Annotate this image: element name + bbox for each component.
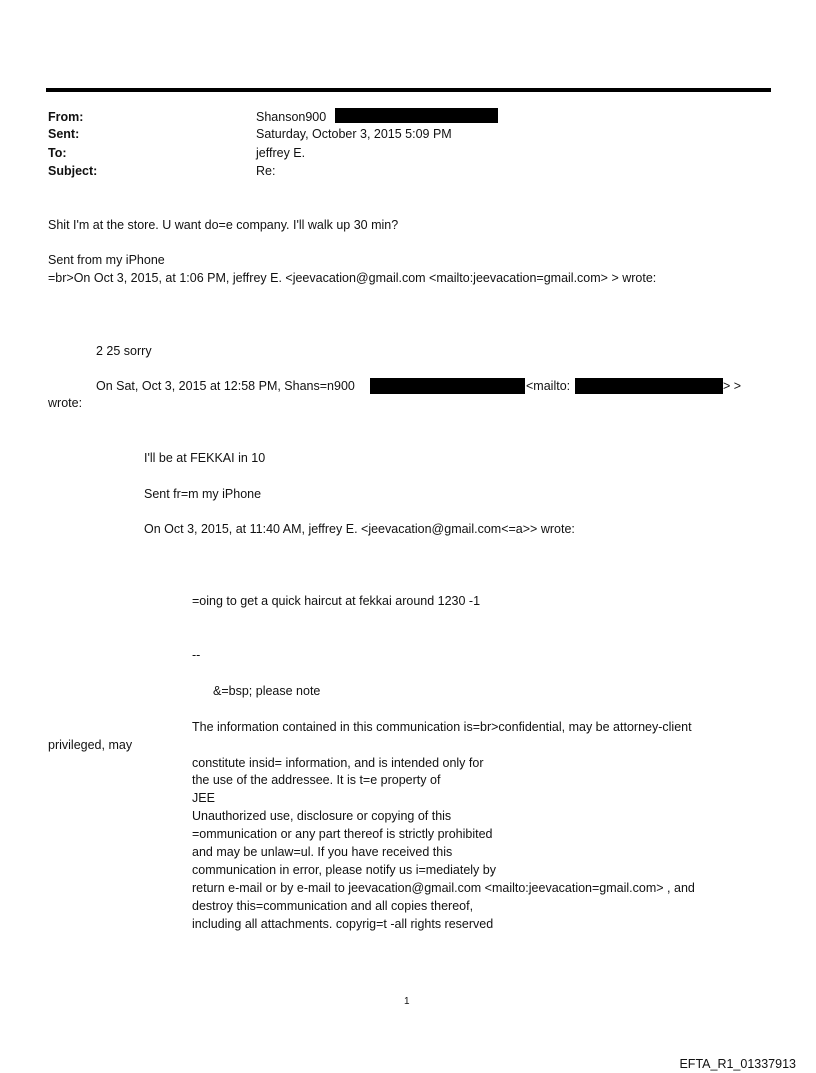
disclaimer-7: =ommunication or any part thereof is strictly prohibited xyxy=(192,827,493,841)
quote-5: On Oct 3, 2015, at 11:40 AM, jeffrey E. <jeevacation@gmail.com<=a>> wrote: xyxy=(144,522,575,536)
quote-8: &=bsp; please note xyxy=(213,684,321,698)
to-value: jeffrey E. xyxy=(256,146,306,160)
quote-6: =oing to get a quick haircut at fekkai around 1230 -1 xyxy=(192,594,481,608)
disclaimer-4: the use of the addressee. It is t=e property of xyxy=(192,773,441,787)
redaction-email-1 xyxy=(370,378,525,394)
from-label: From: xyxy=(48,110,84,124)
bates-number: EFTA_R1_01337913 xyxy=(679,1057,796,1071)
quote-4: Sent fr=m my iPhone xyxy=(144,487,262,501)
to-label: To: xyxy=(48,146,67,160)
disclaimer-12: including all attachments. copyrig=t -all rights reserved xyxy=(192,917,494,931)
quote-7: -- xyxy=(192,648,201,662)
quote-2b: <mailto: xyxy=(526,379,571,393)
disclaimer-6: Unauthorized use, disclosure or copying of this xyxy=(192,809,452,823)
subject-label: Subject: xyxy=(48,164,98,178)
body-line-2: Sent from my iPhone xyxy=(48,253,165,267)
sent-value: Saturday, October 3, 2015 5:09 PM xyxy=(256,127,452,141)
disclaimer-9: communication in error, please notify us i=mediately by xyxy=(192,863,496,877)
disclaimer-5: JEE xyxy=(192,791,215,805)
disclaimer-8: and may be unlaw=ul. If you have received this xyxy=(192,845,453,859)
disclaimer-10: return e-mail or by e-mail to jeevacation@gmail.com <mailto:jeevacation=gmail.com> , and xyxy=(192,881,695,895)
disclaimer-1: The information contained in this communication is=br>confidential, may be attorney-client xyxy=(192,720,692,734)
quote-2d: wrote: xyxy=(48,396,83,410)
disclaimer-3: constitute insid= information, and is intended only for xyxy=(192,756,484,770)
redaction-email-2 xyxy=(575,378,723,394)
body-line-1: Shit I'm at the store. U want do=e company. I'll walk up 30 min? xyxy=(48,218,399,232)
quote-1: 2 25 sorry xyxy=(96,344,152,358)
from-value: Shanson900 xyxy=(256,110,327,124)
disclaimer-11: destroy this=communication and all copies thereof, xyxy=(192,899,474,913)
quote-2a: On Sat, Oct 3, 2015 at 12:58 PM, Shans=n900 xyxy=(96,379,355,393)
quote-2c: > > xyxy=(723,379,742,393)
page-number: 1 xyxy=(404,996,410,1007)
disclaimer-2: privileged, may xyxy=(48,738,133,752)
subject-value: Re: xyxy=(256,164,276,178)
body-line-3: =br>On Oct 3, 2015, at 1:06 PM, jeffrey E. <jeevacation@gmail.com <mailto:jeevacation=gmail.com> > wrote: xyxy=(48,271,657,285)
header-rule xyxy=(46,88,771,92)
redaction-from-email xyxy=(335,108,498,123)
sent-label: Sent: xyxy=(48,127,80,141)
quote-3: I'll be at FEKKAI in 10 xyxy=(144,451,266,465)
